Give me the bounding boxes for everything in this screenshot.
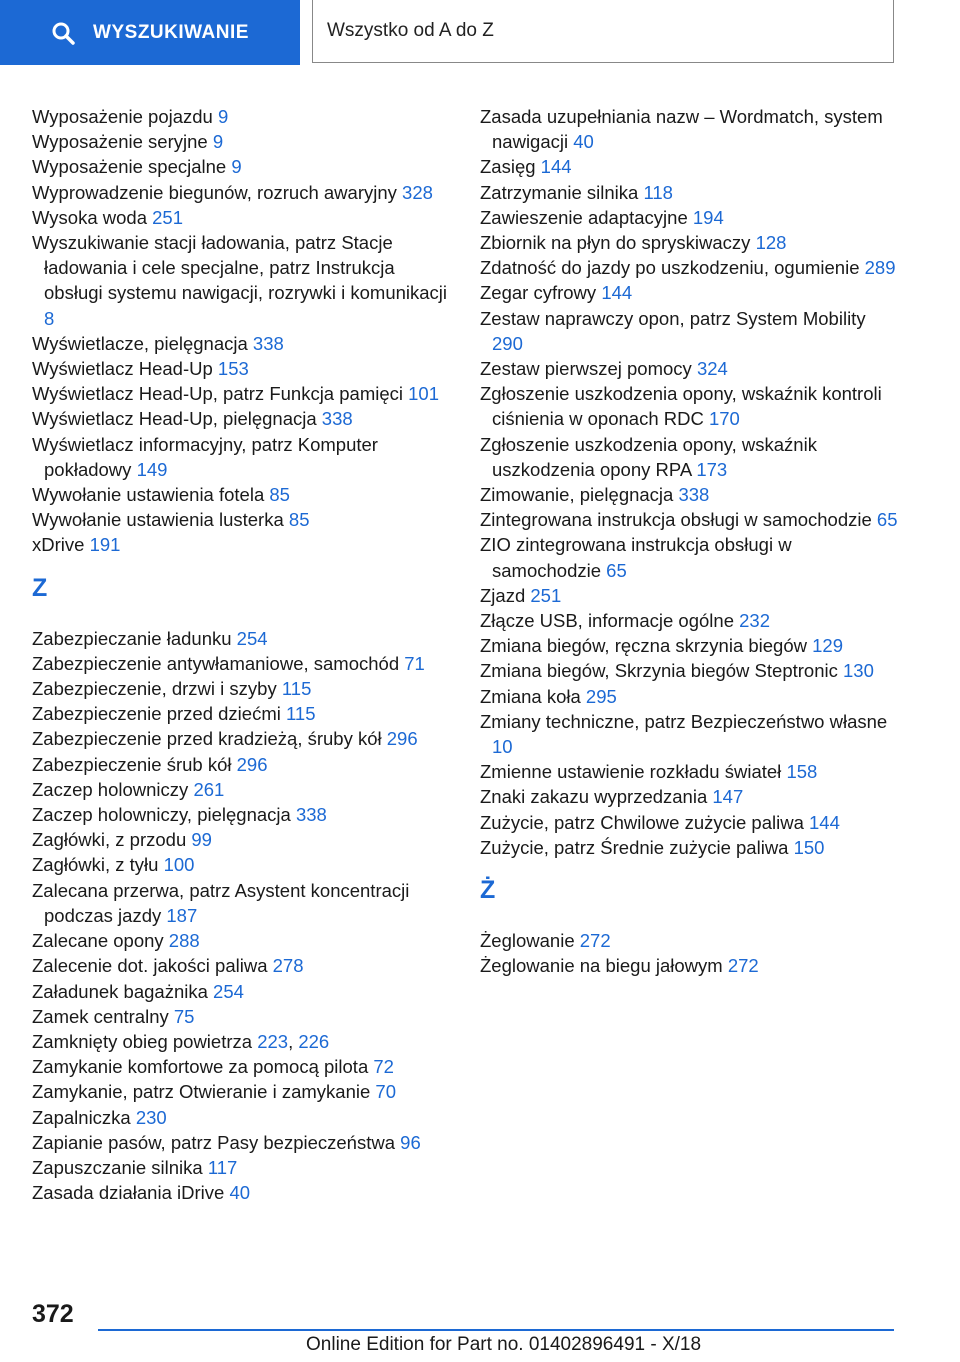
- index-entry: [480, 507, 900, 532]
- page-link[interactable]: 223: [257, 1030, 289, 1052]
- index-entry-text: Zaczep holowniczy: [32, 778, 189, 800]
- index-entry-text: Zapianie pasów, patrz Pasy bezpieczeństwa: [32, 1131, 396, 1153]
- index-entry: [32, 928, 452, 953]
- index-entry: [480, 633, 900, 658]
- index-entry-text: Wyposażenie seryjne: [32, 131, 208, 153]
- index-entry-text: Zestaw pierwszej pomocy: [480, 358, 692, 380]
- page-link[interactable]: 40: [229, 1182, 251, 1204]
- page-link[interactable]: 191: [89, 534, 121, 556]
- page-link[interactable]: 100: [163, 854, 195, 876]
- page-link[interactable]: 170: [708, 408, 740, 430]
- index-entry: Zamknięty obieg powietrza 223, 226: [32, 1030, 330, 1052]
- index-entry: [480, 230, 900, 255]
- index-entry: [480, 381, 900, 431]
- index-entry-text: Zagłówki, z przodu: [32, 829, 187, 851]
- index-entry: [32, 802, 452, 827]
- index-entry-text: Zamknięty obieg powietrza: [32, 1030, 253, 1052]
- index-entry-text: Wysoka woda: [32, 206, 147, 228]
- index-entry-text: Zabezpieczenie, drzwi i szyby: [32, 678, 277, 700]
- page-link[interactable]: 187: [166, 904, 198, 926]
- index-entry-text: ZIO zintegrowana instrukcja obsługi w samochodzie: [480, 534, 792, 581]
- page-link[interactable]: 153: [217, 358, 249, 380]
- index-entry-text: Wyświetlacz informacyjny, patrz Komputer pokładowy: [32, 433, 378, 480]
- index-entry-text: Złącze USB, informacje ogólne: [480, 610, 734, 632]
- index-entry: [32, 626, 452, 651]
- page-link[interactable]: 130: [843, 660, 874, 682]
- page-link[interactable]: 338: [252, 332, 284, 354]
- page-link[interactable]: 338: [295, 804, 327, 826]
- index-entry: [480, 205, 900, 230]
- page-link[interactable]: 144: [540, 156, 572, 178]
- page-link[interactable]: 251: [152, 206, 184, 228]
- index-entry: [32, 827, 452, 852]
- page-link[interactable]: 75: [173, 1005, 195, 1027]
- index-entry-text: Zgłoszenie uszkodzenia opony, wskaźnik kontroli ciśnienia w oponach RDC: [480, 383, 882, 430]
- index-entry-text: Załadunek bagażnika: [32, 980, 208, 1002]
- index-entry-text: Zamek centralny: [32, 1005, 169, 1027]
- index-column-right: [480, 104, 900, 979]
- page-link[interactable]: 149: [136, 458, 168, 480]
- index-entry: [32, 651, 452, 676]
- page-link[interactable]: 9: [231, 156, 242, 178]
- index-entry-text: Zabezpieczenie antywłamaniowe, samochód: [32, 652, 400, 674]
- index-entry-text: Zasada działania iDrive: [32, 1182, 225, 1204]
- page-link[interactable]: 144: [809, 811, 840, 833]
- index-entry: [480, 306, 900, 356]
- index-entry-text: Zjazd: [480, 584, 526, 606]
- page-link[interactable]: 115: [281, 678, 312, 700]
- index-entry: [480, 154, 900, 179]
- index-entry-text: Wyszukiwanie stacji ładowania, patrz Stacje ładowania i cele specjalne, patrz Instrukcja obsługi systemu nawigacji, rozrywki i komunikacji: [32, 232, 448, 304]
- index-entry: [480, 835, 900, 860]
- index-entry-text: Wyświetlacz Head-Up, patrz Funkcja pamięci: [32, 383, 403, 405]
- page-link[interactable]: 72: [373, 1056, 394, 1078]
- index-entry: [32, 1180, 452, 1205]
- index-entry: [32, 482, 452, 507]
- index-entry: [32, 979, 452, 1004]
- page-number: 372: [32, 1300, 74, 1328]
- page-link[interactable]: 101: [408, 383, 440, 405]
- page-link[interactable]: 290: [492, 332, 523, 354]
- page-link[interactable]: 147: [712, 786, 744, 808]
- index-entry-text: Wyposażenie specjalne: [32, 156, 227, 178]
- index-entry: [480, 658, 900, 683]
- index-entry: [32, 1130, 452, 1155]
- page-link[interactable]: 65: [606, 559, 627, 581]
- page-link[interactable]: 296: [386, 728, 418, 750]
- page-link[interactable]: 128: [755, 232, 787, 254]
- index-entry-text: Wyświetlacz Head-Up: [32, 358, 213, 380]
- index-entry: [480, 280, 900, 305]
- index-entry-text: Zimowanie, pielęgnacja: [480, 484, 674, 506]
- index-entry: [32, 381, 452, 406]
- index-entry: [480, 532, 900, 582]
- index-entry: [32, 532, 452, 557]
- index-entry-text: Zapalniczka: [32, 1106, 131, 1128]
- index-entry-text: Zaczep holowniczy, pielęgnacja: [32, 804, 291, 826]
- index-entry-text: Zintegrowana instrukcja obsługi w samochodzie: [480, 509, 872, 531]
- page-link[interactable]: 40: [573, 131, 594, 153]
- index-entry: [32, 230, 452, 331]
- index-entry-text: Zbiornik na płyn do spryskiwaczy: [480, 232, 751, 254]
- index-entry-text: Wyświetlacz Head-Up, pielęgnacja: [32, 408, 317, 430]
- index-entry: [32, 676, 452, 701]
- index-entry: [32, 331, 452, 356]
- page-link[interactable]: 288: [168, 930, 200, 952]
- index-entry: [32, 1054, 452, 1079]
- index-entry-text: Zabezpieczenie śrub kół: [32, 753, 232, 775]
- index-entry-text: Zawieszenie adaptacyjne: [480, 206, 688, 228]
- index-entry: [32, 507, 452, 532]
- index-entry-text: Zmiany techniczne, patrz Bezpieczeństwo własne: [480, 710, 888, 732]
- index-entry: [32, 1079, 452, 1104]
- index-entry-text: Zestaw naprawczy opon, patrz System Mobility: [480, 307, 866, 329]
- page-link[interactable]: 328: [402, 181, 433, 203]
- index-entry-text: Znaki zakazu wyprzedzania: [480, 786, 708, 808]
- index-entry-text: Zabezpieczenie przed dziećmi: [32, 703, 281, 725]
- index-entry-text: Zmiana biegów, Skrzynia biegów Steptronic: [480, 660, 838, 682]
- index-entry: [480, 953, 900, 978]
- index-entry: [480, 583, 900, 608]
- page-link[interactable]: 70: [375, 1081, 396, 1103]
- page-link[interactable]: 144: [601, 282, 633, 304]
- page-link[interactable]: 194: [692, 206, 724, 228]
- index-entry-text: Zużycie, patrz Średnie zużycie paliwa: [480, 836, 789, 858]
- index-entry: [480, 432, 900, 482]
- index-entry: [32, 852, 452, 877]
- index-entry: [32, 104, 452, 129]
- page-link[interactable]: 226: [298, 1030, 330, 1052]
- page-link[interactable]: 129: [812, 635, 844, 657]
- index-entry: [32, 356, 452, 381]
- page-link[interactable]: 295: [585, 685, 617, 707]
- index-entry-text: Zapuszczanie silnika: [32, 1156, 203, 1178]
- page-link[interactable]: 85: [269, 484, 290, 506]
- index-entry-text: Zmiana koła: [480, 685, 581, 707]
- page-link[interactable]: 71: [404, 652, 425, 674]
- index-entry-text: Zabezpieczenie przed kradzieżą, śruby kół: [32, 728, 382, 750]
- page-link[interactable]: 296: [236, 753, 268, 775]
- search-button[interactable]: [0, 0, 300, 65]
- index-entry: [480, 759, 900, 784]
- index-entry-text: Zalecana przerwa, patrz Asystent koncentracji podczas jazdy: [32, 879, 410, 926]
- page-link[interactable]: 8: [44, 307, 55, 329]
- index-entry-text: Zgłoszenie uszkodzenia opony, wskaźnik uszkodzenia opony RPA: [480, 433, 817, 480]
- footer-divider: [98, 1329, 894, 1331]
- index-entry-text: Żeglowanie: [480, 930, 575, 952]
- index-entry: [480, 482, 900, 507]
- index-section-letter: Z: [32, 573, 48, 602]
- index-entry-text: Zużycie, patrz Chwilowe zużycie paliwa: [480, 811, 804, 833]
- index-entry-text: Zdatność do jazdy po uszkodzeniu, ogumienie: [480, 257, 860, 279]
- index-entry: [32, 406, 452, 431]
- page-link[interactable]: 9: [217, 106, 229, 127]
- page-link[interactable]: 9: [212, 131, 224, 153]
- index-entry-text: xDrive: [32, 534, 85, 556]
- index-entry: [480, 684, 900, 709]
- page-link[interactable]: 232: [739, 610, 770, 632]
- page-link[interactable]: 338: [321, 408, 353, 430]
- index-entry: [32, 726, 452, 751]
- index-entry-text: Zamykanie komfortowe za pomocą pilota: [32, 1056, 369, 1078]
- index-entry: [32, 1004, 452, 1029]
- index-entry: [32, 878, 452, 928]
- chapter-title: Wszystko od A do Z: [312, 0, 894, 63]
- index-entry: [32, 1155, 452, 1180]
- index-entry-text: Zasada uzupełniania nazw – Wordmatch, system nawigacji: [480, 106, 883, 153]
- index-entry: [480, 104, 900, 154]
- index-entry-text: Żeglowanie na biegu jałowym: [480, 955, 723, 977]
- page-link[interactable]: 338: [678, 484, 710, 506]
- page-link[interactable]: 10: [492, 736, 513, 758]
- index-entry-text: Zalecenie dot. jakości paliwa: [32, 955, 268, 977]
- index-entry: [32, 154, 452, 179]
- page-link[interactable]: 261: [193, 778, 225, 800]
- page-link[interactable]: 65: [876, 509, 898, 531]
- footer-edition-text: Online Edition for Part no. 01402896491 - X/18: [306, 1334, 702, 1355]
- page-link[interactable]: 115: [286, 703, 316, 725]
- page-link[interactable]: 158: [786, 761, 818, 783]
- page-link[interactable]: 230: [135, 1106, 167, 1128]
- index-entry-text: Zasięg: [480, 156, 536, 178]
- index-entry-text: Wyposażenie pojazdu: [32, 106, 213, 127]
- page-link[interactable]: 118: [643, 181, 673, 203]
- page-link[interactable]: 289: [864, 257, 896, 279]
- index-entry-text: Zmienne ustawienie rozkładu świateł: [480, 761, 782, 783]
- index-entry: [32, 180, 452, 205]
- index-entry-text: Zegar cyfrowy: [480, 282, 597, 304]
- page-link[interactable]: 96: [400, 1131, 421, 1153]
- index-entry-text: Zalecane opony: [32, 930, 164, 952]
- index-entry: [32, 432, 452, 482]
- index-entry: [480, 784, 900, 809]
- page-link[interactable]: 150: [793, 836, 825, 858]
- index-entry-text: Wyświetlacze, pielęgnacja: [32, 332, 248, 354]
- index-entry-text: Zamykanie, patrz Otwieranie i zamykanie: [32, 1081, 371, 1103]
- index-entry: [32, 701, 452, 726]
- page-link[interactable]: 324: [696, 358, 728, 380]
- page-link[interactable]: 278: [272, 955, 304, 977]
- search-icon: [51, 21, 75, 45]
- page-link[interactable]: 254: [213, 980, 244, 1002]
- index-entry-text: Wywołanie ustawienia fotela: [32, 484, 265, 506]
- page-link[interactable]: 272: [727, 955, 759, 977]
- index-entry: [480, 709, 900, 759]
- index-entry: [32, 777, 452, 802]
- index-entry-text: Zmiana biegów, ręczna skrzynia biegów: [480, 635, 807, 657]
- page-link[interactable]: 85: [288, 509, 310, 531]
- index-entry: [480, 180, 900, 205]
- index-entry: [480, 356, 900, 381]
- page-link[interactable]: 272: [579, 930, 611, 952]
- index-entry: [480, 810, 900, 835]
- index-entry: [32, 129, 452, 154]
- index-entry-text: Zatrzymanie silnika: [480, 181, 639, 203]
- page-link[interactable]: 117: [207, 1156, 238, 1178]
- page-link[interactable]: 251: [530, 584, 562, 606]
- search-button-label: WYSZUKIWANIE: [93, 21, 249, 43]
- index-section-letter: Ż: [480, 876, 496, 905]
- index-entry-text: Zabezpieczanie ładunku: [32, 627, 232, 649]
- index-entry: [480, 255, 900, 280]
- index-entry-text: Wywołanie ustawienia lusterka: [32, 509, 284, 531]
- index-entry: [480, 608, 900, 633]
- index-entry: [480, 928, 900, 953]
- index-column-left: [32, 104, 452, 1205]
- index-entry: [32, 752, 452, 777]
- index-entry: [32, 1105, 452, 1130]
- page-link[interactable]: 254: [236, 627, 268, 649]
- index-entry: [32, 953, 452, 978]
- page-link[interactable]: 173: [696, 458, 728, 480]
- index-entry-text: Wyprowadzenie biegunów, rozruch awaryjny: [32, 181, 397, 203]
- index-entry-text: Zagłówki, z tyłu: [32, 854, 159, 876]
- index-entry: [32, 205, 452, 230]
- page-link[interactable]: 99: [191, 829, 212, 851]
